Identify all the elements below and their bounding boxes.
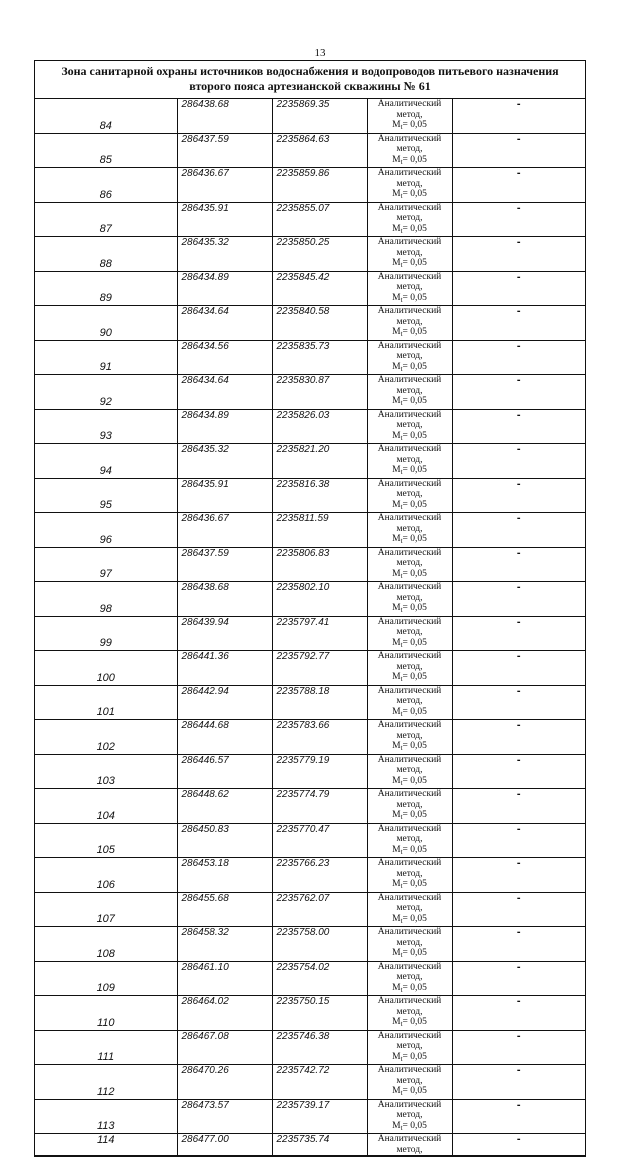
method-line-2: $M_t= 0,05$ bbox=[392, 948, 427, 959]
note-cell: - bbox=[452, 340, 585, 375]
coordinate-x: 286434.56 bbox=[177, 340, 272, 375]
point-number: 95 bbox=[35, 478, 177, 513]
table-row-last bbox=[35, 1134, 585, 1156]
method-line-1: Аналитический метод, bbox=[377, 478, 442, 499]
method-line-2: $M_t= 0,05$ bbox=[392, 223, 427, 235]
point-number: 107 bbox=[35, 892, 177, 927]
method-line-2: $M_t= 0,05$ bbox=[392, 810, 427, 821]
point-number: 103 bbox=[35, 754, 177, 789]
coordinate-y: 2235788.18 bbox=[272, 685, 367, 720]
coordinate-y: 2235739.17 bbox=[272, 1099, 367, 1134]
note-cell: - bbox=[452, 409, 585, 444]
method-line-1: Аналитический метод, bbox=[377, 892, 442, 913]
method-line-1: Аналитический метод, bbox=[377, 271, 442, 292]
table-row bbox=[35, 582, 585, 617]
table-row bbox=[35, 858, 585, 893]
method-line-1: Аналитический метод, bbox=[377, 99, 442, 120]
point-number: 91 bbox=[35, 340, 177, 375]
point-number: 111 bbox=[35, 1030, 177, 1065]
note-cell: - bbox=[452, 616, 585, 651]
method-line-2: $M_t= 0,05$ bbox=[392, 534, 427, 545]
method-line-2: $M_t= 0,05$ bbox=[392, 1051, 427, 1063]
method-cell bbox=[367, 651, 452, 686]
method-line-2: $M_t= 0,05$ bbox=[392, 775, 427, 787]
method-line-2: $M_t= 0,05$ bbox=[392, 637, 427, 649]
coordinate-x: 286464.02 bbox=[177, 996, 272, 1031]
note-cell: - bbox=[452, 789, 585, 824]
point-number: 99 bbox=[35, 616, 177, 651]
point-number: 92 bbox=[35, 375, 177, 410]
table-row bbox=[35, 340, 585, 375]
coordinate-x: 286458.32 bbox=[177, 927, 272, 962]
note-cell: - bbox=[452, 1134, 585, 1156]
table-row bbox=[35, 306, 585, 341]
method-line-1: Аналитический метод, bbox=[377, 513, 442, 534]
table-row bbox=[35, 478, 585, 513]
note-cell: - bbox=[452, 547, 585, 582]
note-cell: - bbox=[452, 99, 585, 133]
note-cell: - bbox=[452, 237, 585, 272]
coordinate-y: 2235797.41 bbox=[272, 616, 367, 651]
method-line-2: $M_t= 0,05$ bbox=[392, 1017, 427, 1028]
method-line-2: $M_t= 0,05$ bbox=[392, 913, 427, 925]
method-cell bbox=[367, 202, 452, 237]
method-line-1: Аналитический метод, bbox=[377, 1099, 442, 1120]
table-row bbox=[35, 444, 585, 479]
coordinate-y: 2235830.87 bbox=[272, 375, 367, 410]
method-line-1: Аналитический метод, bbox=[377, 237, 442, 258]
coordinate-x: 286453.18 bbox=[177, 858, 272, 893]
coordinate-x: 286450.83 bbox=[177, 823, 272, 858]
method-line-2: $M_t= 0,05$ bbox=[392, 879, 427, 890]
point-number: 114 bbox=[35, 1134, 177, 1156]
note-cell: - bbox=[452, 271, 585, 306]
coordinate-y: 2235821.20 bbox=[272, 444, 367, 479]
note-cell: - bbox=[452, 823, 585, 858]
note-cell: - bbox=[452, 892, 585, 927]
coordinate-x: 286436.67 bbox=[177, 513, 272, 548]
coordinate-x: 286441.36 bbox=[177, 651, 272, 686]
method-line-1: Аналитический метод, bbox=[377, 375, 442, 396]
point-number: 112 bbox=[35, 1065, 177, 1100]
method-line-1: Аналитический метод, bbox=[377, 133, 442, 154]
method-line-2: $M_t= 0,05$ bbox=[392, 603, 427, 614]
table-row bbox=[35, 754, 585, 789]
method-line-1: Аналитический метод, bbox=[377, 858, 442, 879]
point-number: 98 bbox=[35, 582, 177, 617]
table-row bbox=[35, 616, 585, 651]
method-line-2: $M_t= 0,05$ bbox=[392, 1086, 427, 1097]
coordinate-y: 2235779.19 bbox=[272, 754, 367, 789]
method-cell bbox=[367, 444, 452, 479]
method-line-1: Аналитический метод, bbox=[377, 409, 442, 430]
point-number: 105 bbox=[35, 823, 177, 858]
coordinate-y: 2235802.10 bbox=[272, 582, 367, 617]
note-cell: - bbox=[452, 720, 585, 755]
table-row bbox=[35, 513, 585, 548]
point-number: 102 bbox=[35, 720, 177, 755]
method-cell bbox=[367, 858, 452, 893]
method-cell bbox=[367, 1099, 452, 1134]
table-row bbox=[35, 237, 585, 272]
method-line-1: Аналитический метод, bbox=[377, 754, 442, 775]
method-cell bbox=[367, 789, 452, 824]
table-row bbox=[35, 271, 585, 306]
point-number: 106 bbox=[35, 858, 177, 893]
coordinate-x: 286448.62 bbox=[177, 789, 272, 824]
coordinate-y: 2235783.66 bbox=[272, 720, 367, 755]
coordinate-x: 286437.59 bbox=[177, 547, 272, 582]
method-line-2: $M_t= 0,05$ bbox=[392, 706, 427, 718]
coordinate-y: 2235869.35 bbox=[272, 99, 367, 133]
method-line-2: $M_t= 0,05$ bbox=[392, 120, 427, 131]
coordinate-x: 286439.94 bbox=[177, 616, 272, 651]
method-line-1: Аналитический метод, bbox=[377, 616, 442, 637]
coordinate-y: 2235806.83 bbox=[272, 547, 367, 582]
coordinate-y: 2235766.23 bbox=[272, 858, 367, 893]
point-number: 101 bbox=[35, 685, 177, 720]
method-cell bbox=[367, 823, 452, 858]
coordinate-y: 2235762.07 bbox=[272, 892, 367, 927]
coordinate-y: 2235826.03 bbox=[272, 409, 367, 444]
method-cell bbox=[367, 961, 452, 996]
coordinate-x: 286446.57 bbox=[177, 754, 272, 789]
table-row bbox=[35, 375, 585, 410]
coordinate-x: 286435.32 bbox=[177, 237, 272, 272]
table-row bbox=[35, 720, 585, 755]
table-row bbox=[35, 789, 585, 824]
table-row bbox=[35, 1065, 585, 1100]
method-line-2: $M_t= 0,05$ bbox=[392, 258, 427, 269]
method-line-1: Аналитический метод, bbox=[377, 996, 442, 1017]
table-row bbox=[35, 133, 585, 168]
method-cell bbox=[367, 1134, 452, 1156]
note-cell: - bbox=[452, 858, 585, 893]
method-line-1: Аналитический метод, bbox=[377, 1134, 442, 1155]
method-line-1: Аналитический метод, bbox=[377, 651, 442, 672]
coordinate-y: 2235850.25 bbox=[272, 237, 367, 272]
point-number: 110 bbox=[35, 996, 177, 1031]
note-cell: - bbox=[452, 754, 585, 789]
method-line-2: $M_t= 0,05$ bbox=[392, 361, 427, 373]
coordinate-y: 2235774.79 bbox=[272, 789, 367, 824]
coordinate-x: 286438.68 bbox=[177, 582, 272, 617]
point-number: 96 bbox=[35, 513, 177, 548]
method-cell bbox=[367, 237, 452, 272]
coordinate-x: 286467.08 bbox=[177, 1030, 272, 1065]
method-cell bbox=[367, 168, 452, 203]
table-row bbox=[35, 1030, 585, 1065]
coordinate-y: 2235835.73 bbox=[272, 340, 367, 375]
coordinate-y: 2235840.58 bbox=[272, 306, 367, 341]
coordinate-x: 286434.89 bbox=[177, 271, 272, 306]
method-line-1: Аналитический метод, bbox=[377, 927, 442, 948]
method-cell bbox=[367, 271, 452, 306]
method-line-1: Аналитический метод, bbox=[377, 720, 442, 741]
coordinate-y: 2235816.38 bbox=[272, 478, 367, 513]
method-line-2: $M_t= 0,05$ bbox=[392, 982, 427, 994]
point-number: 87 bbox=[35, 202, 177, 237]
note-cell: - bbox=[452, 306, 585, 341]
note-cell: - bbox=[452, 444, 585, 479]
coordinate-table-body bbox=[35, 99, 585, 1156]
coordinate-y: 2235864.63 bbox=[272, 133, 367, 168]
table-row bbox=[35, 685, 585, 720]
table-row bbox=[35, 996, 585, 1031]
coordinate-x: 286473.57 bbox=[177, 1099, 272, 1134]
coordinate-table-sheet bbox=[34, 60, 586, 1157]
method-cell bbox=[367, 685, 452, 720]
note-cell: - bbox=[452, 202, 585, 237]
method-line-2: $M_t= 0,05$ bbox=[392, 327, 427, 338]
method-line-2: $M_t= 0,05$ bbox=[392, 499, 427, 511]
table-row bbox=[35, 927, 585, 962]
method-line-2: $M_t= 0,05$ bbox=[392, 396, 427, 407]
coordinate-x: 286435.32 bbox=[177, 444, 272, 479]
point-number: 97 bbox=[35, 547, 177, 582]
method-line-1: Аналитический метод, bbox=[377, 961, 442, 982]
coordinate-y: 2235735.74 bbox=[272, 1134, 367, 1156]
coordinate-x: 286477.00 bbox=[177, 1134, 272, 1156]
coordinate-y: 2235746.38 bbox=[272, 1030, 367, 1065]
method-cell bbox=[367, 616, 452, 651]
coordinate-x: 286436.67 bbox=[177, 168, 272, 203]
coordinate-x: 286455.68 bbox=[177, 892, 272, 927]
method-cell bbox=[367, 133, 452, 168]
method-cell bbox=[367, 306, 452, 341]
coordinate-x: 286444.68 bbox=[177, 720, 272, 755]
method-line-2: $M_t= 0,05$ bbox=[392, 154, 427, 166]
table-row bbox=[35, 168, 585, 203]
coordinate-x: 286434.64 bbox=[177, 375, 272, 410]
method-cell bbox=[367, 409, 452, 444]
method-cell bbox=[367, 1065, 452, 1100]
method-cell bbox=[367, 996, 452, 1031]
coordinate-y: 2235855.07 bbox=[272, 202, 367, 237]
point-number: 100 bbox=[35, 651, 177, 686]
table-row bbox=[35, 547, 585, 582]
method-line-2: $M_t= 0,05$ bbox=[392, 568, 427, 580]
method-line-1: Аналитический метод, bbox=[377, 1030, 442, 1051]
method-cell bbox=[367, 927, 452, 962]
page-number: 13 bbox=[314, 47, 326, 59]
coordinate-x: 286438.68 bbox=[177, 99, 272, 133]
table-row bbox=[35, 823, 585, 858]
table-row bbox=[35, 202, 585, 237]
method-line-1: Аналитический метод, bbox=[377, 168, 442, 189]
method-cell bbox=[367, 892, 452, 927]
coordinate-x: 286442.94 bbox=[177, 685, 272, 720]
table-row bbox=[35, 1099, 585, 1134]
table-title bbox=[35, 61, 585, 99]
coordinate-y: 2235758.00 bbox=[272, 927, 367, 962]
point-number: 109 bbox=[35, 961, 177, 996]
method-line-1: Аналитический метод, bbox=[377, 789, 442, 810]
method-line-2: $M_t= 0,05$ bbox=[392, 430, 427, 442]
table-row bbox=[35, 99, 585, 133]
method-line-2: $M_t= 0,05$ bbox=[392, 292, 427, 304]
method-line-1: Аналитический метод, bbox=[377, 202, 442, 223]
method-line-1: Аналитический метод, bbox=[377, 1065, 442, 1086]
coordinate-y: 2235754.02 bbox=[272, 961, 367, 996]
note-cell: - bbox=[452, 1065, 585, 1100]
title-line-2: второго пояса артезианской скважины № 61 bbox=[189, 79, 431, 93]
method-cell bbox=[367, 547, 452, 582]
table-row bbox=[35, 651, 585, 686]
method-cell bbox=[367, 720, 452, 755]
point-number: 90 bbox=[35, 306, 177, 341]
coordinate-x: 286470.26 bbox=[177, 1065, 272, 1100]
coordinate-table bbox=[35, 99, 585, 1156]
note-cell: - bbox=[452, 1099, 585, 1134]
table-row bbox=[35, 961, 585, 996]
coordinate-y: 2235770.47 bbox=[272, 823, 367, 858]
point-number: 89 bbox=[35, 271, 177, 306]
method-line-2: $M_t= 0,05$ bbox=[392, 465, 427, 476]
coordinate-y: 2235845.42 bbox=[272, 271, 367, 306]
coordinate-y: 2235792.77 bbox=[272, 651, 367, 686]
table-row bbox=[35, 409, 585, 444]
method-line-1: Аналитический метод, bbox=[377, 306, 442, 327]
note-cell: - bbox=[452, 375, 585, 410]
note-cell: - bbox=[452, 685, 585, 720]
note-cell: - bbox=[452, 513, 585, 548]
coordinate-x: 286434.89 bbox=[177, 409, 272, 444]
coordinate-y: 2235742.72 bbox=[272, 1065, 367, 1100]
method-line-1: Аналитический метод, bbox=[377, 340, 442, 361]
method-line-2: $M_t= 0,05$ bbox=[392, 672, 427, 683]
coordinate-y: 2235750.15 bbox=[272, 996, 367, 1031]
point-number: 94 bbox=[35, 444, 177, 479]
point-number: 88 bbox=[35, 237, 177, 272]
method-line-1: Аналитический метод, bbox=[377, 823, 442, 844]
point-number: 93 bbox=[35, 409, 177, 444]
method-line-2: $M_t= 0,05$ bbox=[392, 741, 427, 752]
method-cell bbox=[367, 513, 452, 548]
method-line-2: $M_t= 0,05$ bbox=[392, 1120, 427, 1132]
table-row bbox=[35, 892, 585, 927]
method-line-2: $M_t= 0,05$ bbox=[392, 189, 427, 200]
coordinate-x: 286435.91 bbox=[177, 202, 272, 237]
coordinate-y: 2235859.86 bbox=[272, 168, 367, 203]
note-cell: - bbox=[452, 133, 585, 168]
point-number: 108 bbox=[35, 927, 177, 962]
coordinate-x: 286434.64 bbox=[177, 306, 272, 341]
title-line-1: Зона санитарной охраны источников водоснабжения и водопроводов питьевого назначения bbox=[61, 64, 559, 78]
method-line-2: $M_t= 0,05$ bbox=[392, 844, 427, 856]
note-cell: - bbox=[452, 582, 585, 617]
coordinate-x: 286437.59 bbox=[177, 133, 272, 168]
coordinate-y: 2235811.59 bbox=[272, 513, 367, 548]
method-line-1: Аналитический метод, bbox=[377, 685, 442, 706]
note-cell: - bbox=[452, 168, 585, 203]
note-cell: - bbox=[452, 651, 585, 686]
point-number: 113 bbox=[35, 1099, 177, 1134]
method-cell bbox=[367, 375, 452, 410]
method-line-1: Аналитический метод, bbox=[377, 582, 442, 603]
note-cell: - bbox=[452, 927, 585, 962]
point-number: 86 bbox=[35, 168, 177, 203]
method-cell bbox=[367, 99, 452, 133]
note-cell: - bbox=[452, 996, 585, 1031]
method-cell bbox=[367, 1030, 452, 1065]
method-cell bbox=[367, 340, 452, 375]
method-line-1: Аналитический метод, bbox=[377, 444, 442, 465]
note-cell: - bbox=[452, 1030, 585, 1065]
coordinate-x: 286461.10 bbox=[177, 961, 272, 996]
method-cell bbox=[367, 754, 452, 789]
coordinate-x: 286435.91 bbox=[177, 478, 272, 513]
note-cell: - bbox=[452, 961, 585, 996]
method-cell bbox=[367, 478, 452, 513]
note-cell: - bbox=[452, 478, 585, 513]
point-number: 84 bbox=[35, 99, 177, 133]
method-cell bbox=[367, 582, 452, 617]
point-number: 85 bbox=[35, 133, 177, 168]
point-number: 104 bbox=[35, 789, 177, 824]
method-line-1: Аналитический метод, bbox=[377, 547, 442, 568]
